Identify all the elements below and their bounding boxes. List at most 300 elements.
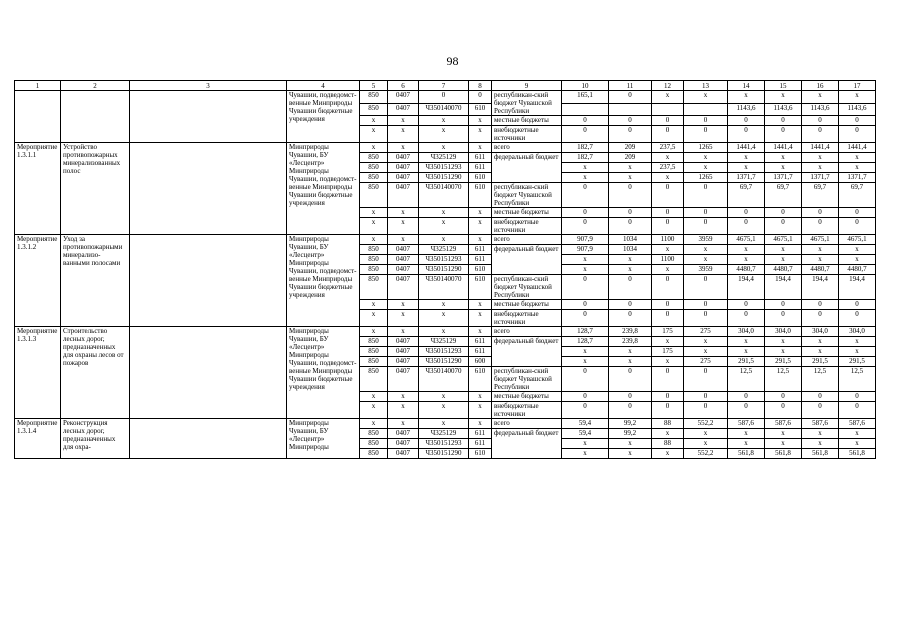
code-cell: x [469, 143, 492, 153]
header-cell: 6 [388, 81, 419, 91]
measure-cell: Мероприятие 1.3.1.1 [15, 143, 61, 235]
table-row [15, 91, 876, 104]
code-cell: 0407 [388, 153, 419, 163]
code-cell: 0407 [388, 103, 419, 116]
value-cell: 209 [609, 143, 652, 153]
value-cell: 1100 [652, 255, 684, 265]
value-cell: 0 [684, 126, 728, 143]
source-cell: республикан-ский бюджет Чувашской Республики [492, 183, 562, 208]
value-cell: 165,1 [562, 91, 609, 104]
value-cell: 0 [728, 126, 765, 143]
code-cell: x [469, 310, 492, 327]
code-cell: 0407 [388, 245, 419, 255]
value-cell: x [765, 337, 802, 347]
value-cell: 0 [652, 402, 684, 419]
value-cell: 0 [609, 402, 652, 419]
value-cell: 0 [765, 310, 802, 327]
code-cell: x [360, 419, 388, 429]
source-cell: федеральный бюджет [492, 153, 562, 183]
code-cell: 611 [469, 337, 492, 347]
value-cell: 0 [765, 218, 802, 235]
value-cell: 275 [684, 357, 728, 367]
value-cell: 4675,1 [728, 235, 765, 245]
header-cell: 17 [839, 81, 876, 91]
value-cell: 3959 [684, 265, 728, 275]
value-cell: x [802, 439, 839, 449]
measure-name-cell: Строительство лесных дорог, предназначенных для охраны лесов от пожаров [61, 327, 130, 419]
code-cell: x [360, 218, 388, 235]
code-cell: x [419, 392, 469, 402]
value-cell: 291,5 [802, 357, 839, 367]
value-cell: x [684, 245, 728, 255]
value-cell: 0 [839, 402, 876, 419]
value-cell: 0 [839, 208, 876, 218]
code-cell: Ч325129 [419, 245, 469, 255]
value-cell: 0 [684, 275, 728, 300]
header-cell: 13 [684, 81, 728, 91]
value-cell: 194,4 [802, 275, 839, 300]
value-cell: 587,6 [728, 419, 765, 429]
code-cell: 0407 [388, 183, 419, 208]
header-cell: 10 [562, 81, 609, 91]
code-cell: 600 [469, 357, 492, 367]
value-cell: 0 [609, 300, 652, 310]
value-cell: x [765, 153, 802, 163]
value-cell: x [609, 173, 652, 183]
source-cell: внебюджетные источники [492, 126, 562, 143]
value-cell: 0 [562, 300, 609, 310]
value-cell: 0 [609, 275, 652, 300]
code-cell: x [419, 310, 469, 327]
code-cell: x [388, 310, 419, 327]
page-number: 98 [446, 54, 459, 68]
value-cell: 0 [609, 218, 652, 235]
value-cell: 0 [802, 116, 839, 126]
table-row [15, 327, 876, 337]
code-cell: 0407 [388, 275, 419, 300]
code-cell: 850 [360, 275, 388, 300]
header-cell: 7 [419, 81, 469, 91]
value-cell: 0 [562, 208, 609, 218]
value-cell: 0 [765, 116, 802, 126]
value-cell: 59,4 [562, 429, 609, 439]
code-cell: 850 [360, 449, 388, 459]
code-cell: x [419, 126, 469, 143]
empty-cell [130, 235, 287, 327]
value-cell [684, 103, 728, 116]
value-cell: x [728, 439, 765, 449]
code-cell: 611 [469, 429, 492, 439]
code-cell: 0407 [388, 449, 419, 459]
value-cell: 0 [728, 310, 765, 327]
value-cell: x [765, 245, 802, 255]
code-cell: 611 [469, 439, 492, 449]
code-cell: Ч350151293 [419, 347, 469, 357]
value-cell: 128,7 [562, 327, 609, 337]
value-cell: x [652, 449, 684, 459]
value-cell: 0 [765, 208, 802, 218]
value-cell: 0 [652, 183, 684, 208]
value-cell: 0 [562, 367, 609, 392]
executor-cell: Минприроды Чувашии, БУ «Лесцентр» Минприроды [287, 419, 360, 459]
code-cell: x [469, 126, 492, 143]
value-cell: x [684, 337, 728, 347]
value-cell: 0 [684, 300, 728, 310]
value-cell: 0 [562, 310, 609, 327]
value-cell: 0 [609, 183, 652, 208]
value-cell: 0 [765, 402, 802, 419]
code-cell: 610 [469, 367, 492, 392]
value-cell: 0 [765, 300, 802, 310]
source-cell: внебюджетные источники [492, 310, 562, 327]
value-cell: x [609, 265, 652, 275]
measure-name-cell: Уход за противопожарными минерализо-ванными полосами [61, 235, 130, 327]
value-cell: 4675,1 [802, 235, 839, 245]
code-cell: 610 [469, 103, 492, 116]
value-cell: 561,8 [802, 449, 839, 459]
source-cell: республикан-ский бюджет Чувашской Республики [492, 91, 562, 116]
value-cell: 0 [562, 116, 609, 126]
code-cell: Ч350140070 [419, 367, 469, 392]
code-cell: 850 [360, 357, 388, 367]
code-cell: Ч350140070 [419, 183, 469, 208]
code-cell: 611 [469, 245, 492, 255]
value-cell: 0 [802, 402, 839, 419]
code-cell: x [388, 235, 419, 245]
code-cell: x [419, 235, 469, 245]
value-cell: 0 [728, 402, 765, 419]
value-cell: x [684, 153, 728, 163]
code-cell: x [469, 392, 492, 402]
code-cell: Ч350151290 [419, 265, 469, 275]
value-cell: 561,8 [765, 449, 802, 459]
value-cell: x [609, 347, 652, 357]
value-cell: x [684, 163, 728, 173]
header-cell: 11 [609, 81, 652, 91]
code-cell: x [419, 143, 469, 153]
code-cell: 850 [360, 103, 388, 116]
code-cell: x [388, 116, 419, 126]
value-cell: 0 [652, 310, 684, 327]
executor-cell: Минприроды Чувашии, БУ «Лесцентр» Минприроды Чувашии, подведомст-венные Минприроды Чувашии бюджетные учреждения [287, 143, 360, 235]
code-cell: Ч350151290 [419, 173, 469, 183]
empty-cell [130, 327, 287, 419]
value-cell: 0 [839, 392, 876, 402]
code-cell: 0407 [388, 347, 419, 357]
value-cell: x [652, 337, 684, 347]
code-cell: 850 [360, 255, 388, 265]
value-cell: 182,7 [562, 153, 609, 163]
empty-cell [130, 419, 287, 459]
value-cell: 0 [839, 116, 876, 126]
code-cell: 850 [360, 347, 388, 357]
value-cell: 4480,7 [839, 265, 876, 275]
value-cell: 4480,7 [728, 265, 765, 275]
value-cell: 128,7 [562, 337, 609, 347]
code-cell: Ч325129 [419, 429, 469, 439]
code-cell: Ч325129 [419, 153, 469, 163]
value-cell: 0 [802, 392, 839, 402]
value-cell: x [728, 163, 765, 173]
value-cell: x [728, 91, 765, 104]
value-cell: x [652, 429, 684, 439]
code-cell: x [360, 235, 388, 245]
code-cell: x [388, 218, 419, 235]
value-cell: 4480,7 [802, 265, 839, 275]
value-cell: 0 [802, 300, 839, 310]
value-cell: x [609, 439, 652, 449]
value-cell: 0 [652, 126, 684, 143]
value-cell: x [562, 449, 609, 459]
measure-name-cell: Устройство противопожарных минерализованных полос [61, 143, 130, 235]
code-cell: 0407 [388, 265, 419, 275]
code-cell: x [360, 300, 388, 310]
value-cell: x [728, 337, 765, 347]
value-cell: 0 [802, 310, 839, 327]
value-cell: 0 [684, 116, 728, 126]
code-cell: x [388, 300, 419, 310]
value-cell: 552,2 [684, 449, 728, 459]
value-cell: 0 [765, 392, 802, 402]
value-cell: 1143,6 [728, 103, 765, 116]
source-cell: всего [492, 327, 562, 337]
value-cell: 1371,7 [728, 173, 765, 183]
measure-cell [15, 91, 61, 143]
code-cell: x [388, 327, 419, 337]
value-cell: 304,0 [728, 327, 765, 337]
source-cell: федеральный бюджет [492, 245, 562, 275]
source-cell: всего [492, 419, 562, 429]
value-cell: x [839, 429, 876, 439]
value-cell: 0 [839, 218, 876, 235]
value-cell: 1371,7 [765, 173, 802, 183]
source-cell: федеральный бюджет [492, 429, 562, 459]
code-cell: x [469, 402, 492, 419]
value-cell [652, 103, 684, 116]
value-cell: 907,9 [562, 245, 609, 255]
value-cell: x [839, 439, 876, 449]
code-cell: x [360, 116, 388, 126]
value-cell: x [802, 347, 839, 357]
value-cell: 0 [728, 218, 765, 235]
value-cell: 12,5 [802, 367, 839, 392]
value-cell: 0 [609, 208, 652, 218]
value-cell: x [609, 449, 652, 459]
code-cell: Ч350140070 [419, 103, 469, 116]
value-cell: 237,5 [652, 143, 684, 153]
code-cell: 0407 [388, 367, 419, 392]
executor-cell: Чувашии, подведомст-венные Минприроды Чувашии бюджетные учреждения [287, 91, 360, 143]
value-cell: x [765, 163, 802, 173]
value-cell: 304,0 [765, 327, 802, 337]
code-cell: x [360, 208, 388, 218]
value-cell: 1441,4 [802, 143, 839, 153]
value-cell: 0 [562, 402, 609, 419]
empty-cell [130, 91, 287, 143]
value-cell: x [802, 163, 839, 173]
value-cell: 1441,4 [728, 143, 765, 153]
code-cell: 0407 [388, 173, 419, 183]
code-cell: x [360, 310, 388, 327]
code-cell: x [469, 218, 492, 235]
code-cell: 0407 [388, 429, 419, 439]
code-cell: x [419, 208, 469, 218]
code-cell: Ч350151290 [419, 449, 469, 459]
value-cell: x [728, 153, 765, 163]
value-cell: 0 [684, 367, 728, 392]
code-cell: 0 [469, 91, 492, 104]
value-cell: x [684, 429, 728, 439]
value-cell: 1371,7 [802, 173, 839, 183]
value-cell: 0 [652, 275, 684, 300]
value-cell: 175 [652, 347, 684, 357]
header-row [15, 81, 876, 91]
value-cell: x [802, 429, 839, 439]
code-cell: 610 [469, 183, 492, 208]
value-cell: 1441,4 [765, 143, 802, 153]
value-cell: 12,5 [728, 367, 765, 392]
code-cell: x [388, 419, 419, 429]
code-cell: Ч350151293 [419, 255, 469, 265]
source-cell: местные бюджеты [492, 300, 562, 310]
value-cell: 0 [609, 116, 652, 126]
value-cell: 0 [562, 126, 609, 143]
header-cell: 9 [492, 81, 562, 91]
source-cell: внебюджетные источники [492, 402, 562, 419]
code-cell: x [469, 419, 492, 429]
source-cell: республикан-ский бюджет Чувашской Республики [492, 367, 562, 392]
code-cell: 850 [360, 183, 388, 208]
source-cell: федеральный бюджет [492, 337, 562, 367]
value-cell: x [562, 173, 609, 183]
code-cell: 0407 [388, 91, 419, 104]
value-cell: 4675,1 [839, 235, 876, 245]
value-cell: x [765, 91, 802, 104]
value-cell: 209 [609, 153, 652, 163]
value-cell: x [802, 91, 839, 104]
value-cell: x [765, 347, 802, 357]
value-cell: 0 [609, 367, 652, 392]
measure-cell: Мероприятие 1.3.1.2 [15, 235, 61, 327]
value-cell: x [839, 153, 876, 163]
code-cell: 610 [469, 265, 492, 275]
value-cell: 1265 [684, 173, 728, 183]
code-cell: 611 [469, 153, 492, 163]
code-cell: x [419, 419, 469, 429]
header-cell: 2 [61, 81, 130, 91]
code-cell: x [360, 126, 388, 143]
code-cell: 0407 [388, 337, 419, 347]
measure-name-cell: Реконструкция лесных дорог, предназначенных для охра- [61, 419, 130, 459]
code-cell: 610 [469, 173, 492, 183]
value-cell: 0 [652, 300, 684, 310]
value-cell: x [839, 245, 876, 255]
value-cell: 59,4 [562, 419, 609, 429]
table-row [15, 419, 876, 429]
code-cell: x [419, 116, 469, 126]
value-cell: 239,8 [609, 337, 652, 347]
value-cell: 4480,7 [765, 265, 802, 275]
value-cell: 0 [609, 310, 652, 327]
value-cell: x [684, 91, 728, 104]
code-cell: 850 [360, 153, 388, 163]
value-cell: 0 [684, 183, 728, 208]
value-cell: 0 [562, 218, 609, 235]
value-cell: 1034 [609, 245, 652, 255]
code-cell: x [388, 402, 419, 419]
value-cell: 1143,6 [839, 103, 876, 116]
code-cell: 850 [360, 91, 388, 104]
value-cell: x [728, 347, 765, 357]
value-cell: 0 [562, 392, 609, 402]
value-cell: 0 [652, 116, 684, 126]
code-cell: x [469, 208, 492, 218]
value-cell: 175 [652, 327, 684, 337]
value-cell: x [652, 153, 684, 163]
value-cell: 1265 [684, 143, 728, 153]
code-cell: 850 [360, 439, 388, 449]
budget-table [14, 80, 876, 459]
value-cell: x [765, 439, 802, 449]
value-cell: x [652, 265, 684, 275]
code-cell: 0407 [388, 163, 419, 173]
value-cell: x [765, 429, 802, 439]
value-cell: 0 [562, 275, 609, 300]
value-cell: x [562, 357, 609, 367]
code-cell: 611 [469, 163, 492, 173]
code-cell: x [419, 300, 469, 310]
value-cell: 1143,6 [802, 103, 839, 116]
source-cell: республикан-ский бюджет Чувашской Республики [492, 275, 562, 300]
header-cell: 15 [765, 81, 802, 91]
code-cell: 850 [360, 367, 388, 392]
empty-cell [130, 143, 287, 235]
value-cell: 12,5 [839, 367, 876, 392]
value-cell: 0 [609, 126, 652, 143]
code-cell: Ч350151290 [419, 357, 469, 367]
value-cell: 12,5 [765, 367, 802, 392]
value-cell: 1143,6 [765, 103, 802, 116]
value-cell: x [609, 255, 652, 265]
code-cell: x [469, 235, 492, 245]
code-cell: 850 [360, 173, 388, 183]
value-cell: 552,2 [684, 419, 728, 429]
value-cell: 0 [839, 310, 876, 327]
value-cell: 99,2 [609, 419, 652, 429]
header-cell: 12 [652, 81, 684, 91]
table-row [15, 235, 876, 245]
code-cell: x [388, 392, 419, 402]
value-cell: 3959 [684, 235, 728, 245]
value-cell: 194,4 [839, 275, 876, 300]
measure-cell: Мероприятие 1.3.1.3 [15, 327, 61, 419]
value-cell: 1441,4 [839, 143, 876, 153]
source-cell: всего [492, 143, 562, 153]
value-cell: 0 [684, 392, 728, 402]
value-cell: x [684, 347, 728, 357]
value-cell: 0 [609, 91, 652, 104]
header-cell: 5 [360, 81, 388, 91]
value-cell: x [652, 357, 684, 367]
value-cell: 275 [684, 327, 728, 337]
value-cell: x [609, 163, 652, 173]
value-cell: 1100 [652, 235, 684, 245]
code-cell: Ч350140070 [419, 275, 469, 300]
value-cell: x [562, 255, 609, 265]
value-cell: x [802, 153, 839, 163]
value-cell: x [728, 245, 765, 255]
code-cell: 0 [419, 91, 469, 104]
